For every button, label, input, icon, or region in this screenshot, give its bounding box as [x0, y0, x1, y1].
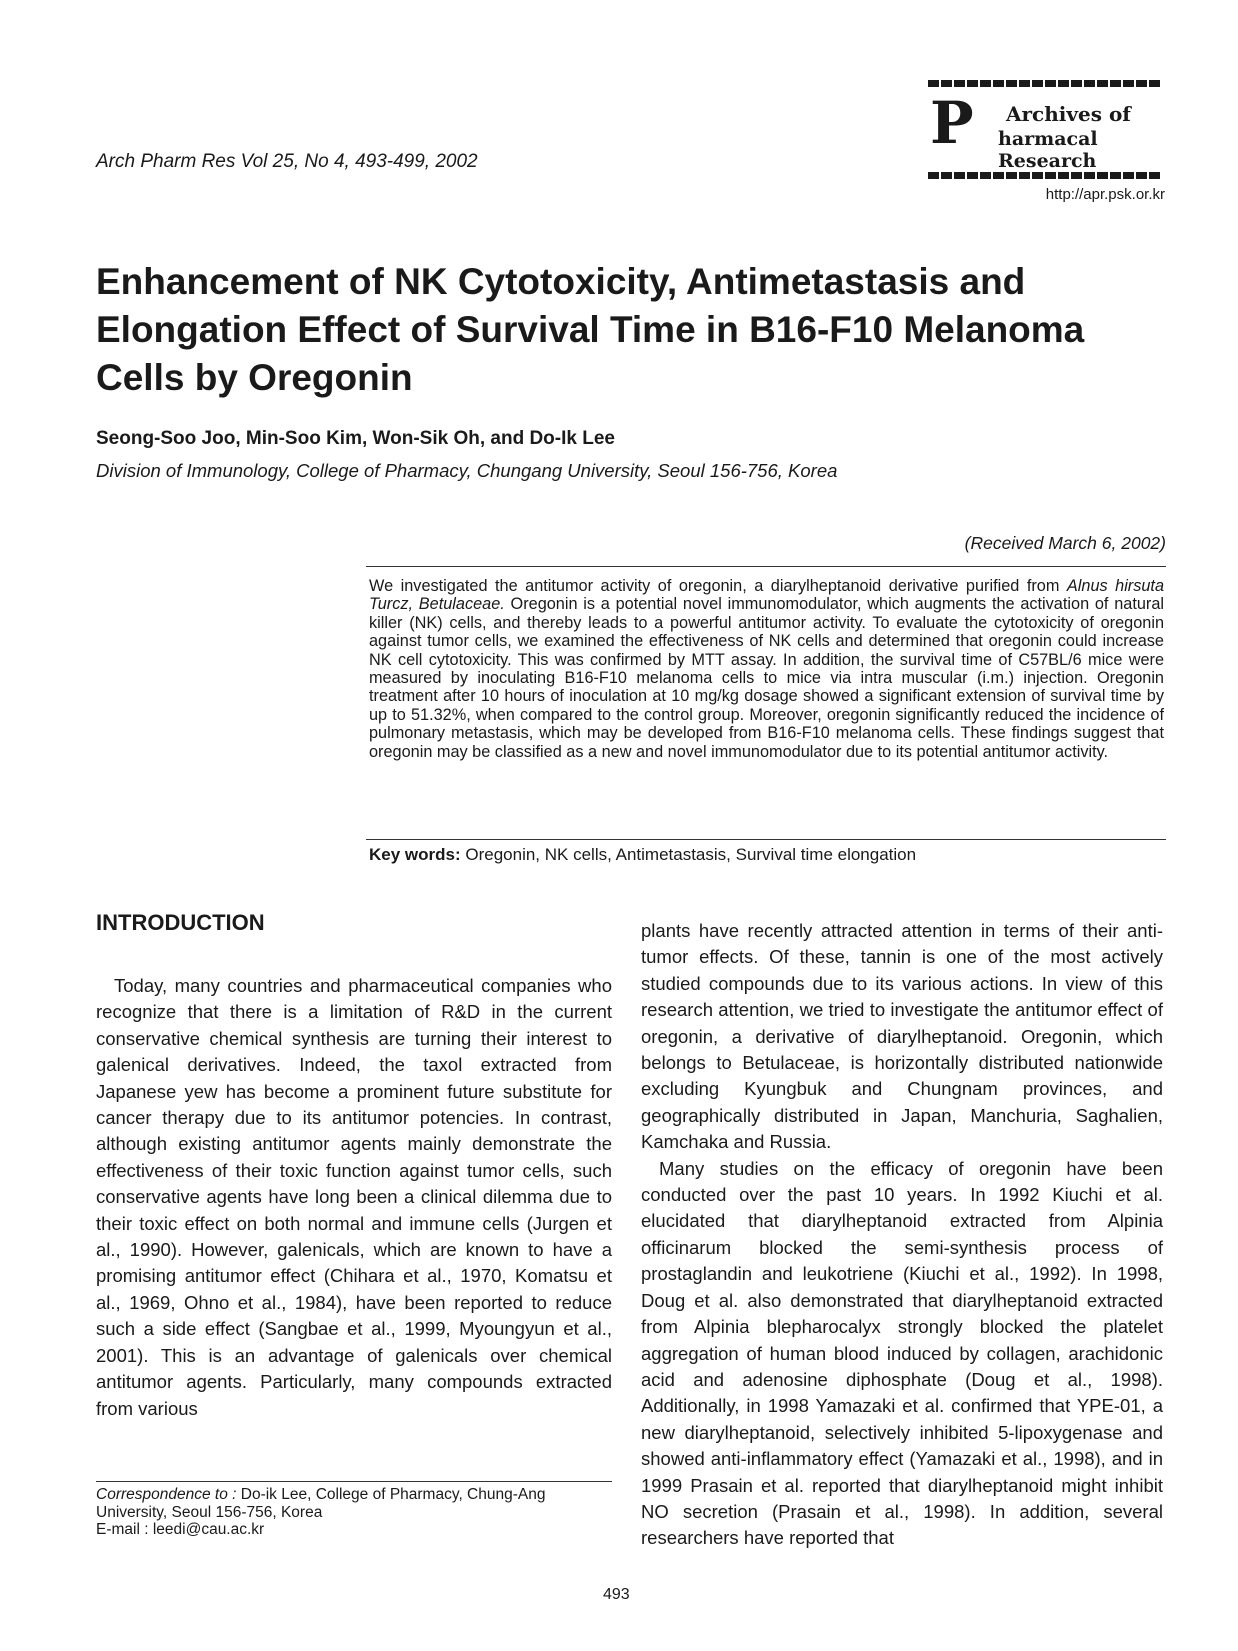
journal-logo [928, 80, 1160, 182]
logo-line-1: Archives of [1006, 102, 1131, 126]
keywords-text: Oregonin, NK cells, Antimetastasis, Survival time elongation [465, 845, 917, 864]
keywords [369, 845, 916, 865]
journal-citation: Arch Pharm Res Vol 25, No 4, 493-499, 2002 [96, 151, 478, 172]
logo-top-bar [928, 80, 1160, 87]
logo-bottom-bar [928, 172, 1160, 179]
logo-line-2: harmacal Research [998, 128, 1098, 172]
author-affiliation: Division of Immunology, College of Pharmacy, Chungang University, Seoul 156-756, Korea [96, 460, 838, 481]
footnote-email: E-mail : leedi@cau.ac.kr [96, 1521, 265, 1538]
abstract-bottom-rule [366, 839, 1166, 840]
left-column [96, 973, 612, 1422]
right-column [641, 918, 1163, 1552]
page-number: 493 [603, 1586, 630, 1603]
logo-letter-p: P [930, 89, 974, 157]
footnote-text: Do-ik Lee, College of Pharmacy, Chung-Ang University, Seoul 156-756, Korea [96, 1486, 546, 1521]
keywords-label: Key words: [369, 845, 461, 864]
intro-paragraph-2: plants have recently attracted attention in terms of their anti-tumor effects. Of these, tannin is one of the most actively studied compounds due to its various actions. In view of this research attention, we tried to investigate the antitumor effect of oregonin, a derivative of diarylheptanoid. Oregonin, which belongs to Betulaceae, is horizontally distributed nationwide excluding Kyungbuk and Chungnam provinces, and geographically distributed in Japan, Manchuria, Saghalien, Kamchaka and Russia. [641, 920, 1163, 1153]
footnote-rule [96, 1481, 612, 1482]
abstract-text-2: Oregonin is a potential novel immunomodulator, which augments the activation of natural killer (NK) cells, and thereby leads to a powerful antitumor activity. To evaluate the cytotoxicity of oregonin against tumor cells, we examined the effectiveness of NK cells and determined that oregonin could increase NK cell cytotoxicity. This was confirmed by MTT assay. In addition, the survival time of C57BL/6 mice were measured by inoculating B16-F10 melanoma cells to mice via intra muscular (i.m.) injection. Oregonin treatment after 10 hours of inoculation at 10 mg/kg dosage showed a significant extension of survival time by up to 51.32%, when compared to the control group. Moreover, oregonin significantly reduced the incidence of pulmonary metastasis, which may be developed from B16-F10 melanoma cells. These findings suggest that oregonin may be classified as a new and novel immunomodulator due to its potential antitumor activity. [369, 595, 1164, 761]
received-date: (Received March 6, 2002) [964, 533, 1166, 553]
section-heading-introduction: INTRODUCTION [96, 910, 265, 935]
abstract-text-1: We investigated the antitumor activity of oregonin, a diarylheptanoid derivative purified from [369, 577, 1060, 595]
paper-title: Enhancement of NK Cytotoxicity, Antimetastasis and Elongation Effect of Survival Time in B16-F10 Melanoma Cells by Oregonin [96, 261, 1085, 398]
journal-url: http://apr.psk.or.kr [1045, 186, 1165, 203]
abstract-species: Alnus hirsuta Turcz, Betulaceae. [369, 577, 1165, 614]
correspondence-footnote [96, 1486, 616, 1539]
footnote-label: Correspondence to : [96, 1486, 237, 1503]
intro-paragraph-1: Today, many countries and pharmaceutical companies who recognize that there is a limitation of R&D in the current conservative chemical synthesis are turning their interest to galenical derivatives. Indeed, the taxol extracted from Japanese yew has become a prominent future substitute for cancer therapy due to its antitumor potencies. In contrast, although existing antitumor agents mainly demonstrate the effectiveness of their toxic function against tumor cells, such conservative agents have long been a clinical dilemma due to their toxic effect on both normal and immune cells (Jurgen et al., 1990). However, galenicals, which are known to have a promising antitumor effect (Chihara et al., 1970, Komatsu et al., 1969, Ohno et al., 1984), have been reported to reduce such a side effect (Sangbae et al., 1999, Myoungyun et al., 2001). This is an advantage of galenicals over chemical antitumor agents. Particularly, many compounds extracted from various [96, 975, 612, 1419]
abstract-top-rule [366, 566, 1166, 567]
intro-paragraph-3: Many studies on the efficacy of oregonin have been conducted over the past 10 years. In 1992 Kiuchi et al. elucidated that diarylheptanoid extracted from Alpinia officinarum blocked the semi-synthesis process of prostaglandin and leukotriene (Kiuchi et al., 1992). In 1998, Doug et al. also demonstrated that diarylheptanoid extracted from Alpinia blepharocalyx strongly blocked the platelet aggregation of human blood induced by collagen, arachidonic acid and adenosine diphosphate (Doug et al., 1998). Additionally, in 1998 Yamazaki et al. confirmed that YPE-01, a new diarylheptanoid, selectively inhibited 5-lipoxygenase and showed anti-inflammatory effect (Yamazaki et al., 1998), and in 1999 Prasain et al. reported that diarylheptanoid might inhibit NO secretion (Prasain et al., 1998). In addition, several researchers have reported that [641, 1157, 1163, 1549]
author-list: Seong-Soo Joo, Min-Soo Kim, Won-Sik Oh, and Do-Ik Lee [96, 428, 615, 449]
abstract [369, 577, 1164, 761]
